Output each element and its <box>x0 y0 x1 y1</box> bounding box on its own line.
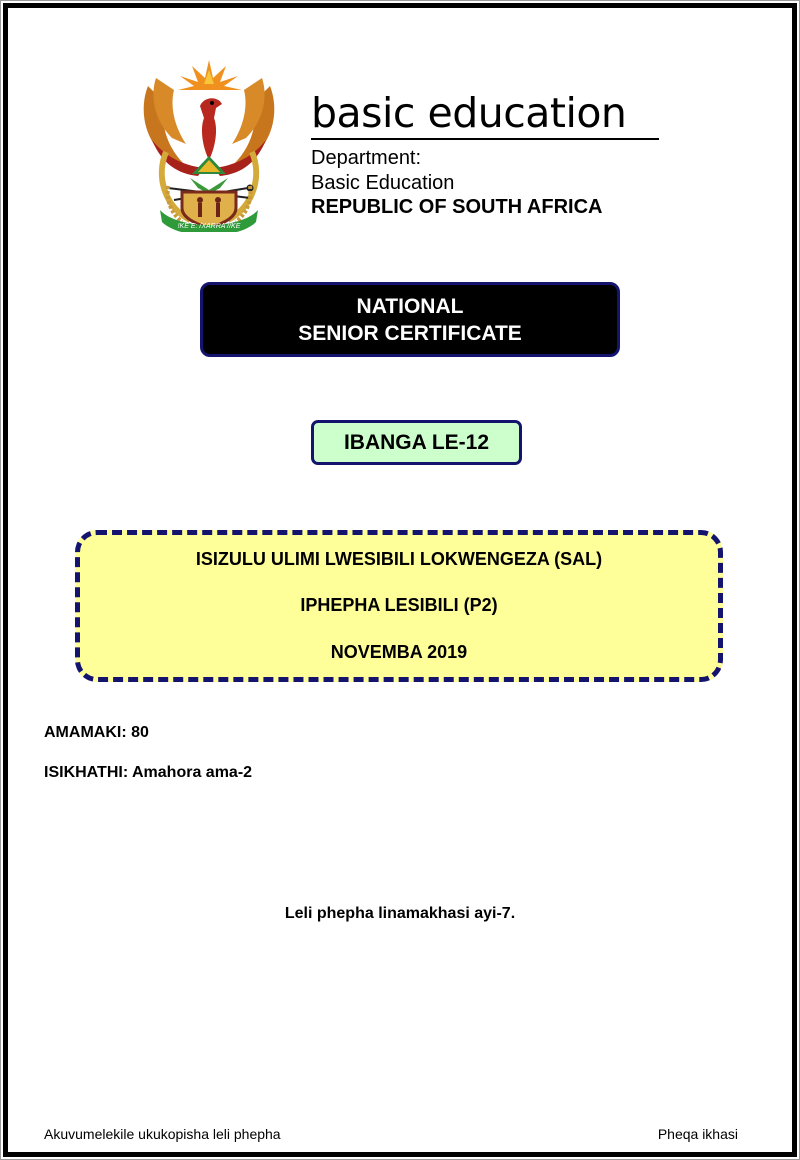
page-count-note: Leli phepha linamakhasi ayi-7. <box>284 905 516 922</box>
turn-page-note: Pheqa ikhasi <box>657 1126 738 1142</box>
coat-of-arms-logo <box>138 56 280 232</box>
exam-session: NOVEMBA 2019 <box>330 642 468 662</box>
subject-panel <box>75 530 723 682</box>
time-label: ISIKHATHI: Amahora ama-2 <box>44 764 253 781</box>
department-label: Department: <box>311 147 422 169</box>
sun-icon <box>178 60 242 90</box>
brand-divider <box>311 138 659 140</box>
brand-title: basic education <box>311 89 627 137</box>
subject-title: ISIZULU ULIMI LWESIBILI LOKWENGEZA (SAL) <box>195 549 603 569</box>
svg-text:!KE E: /XARRA //KE: !KE E: /XARRA //KE <box>177 223 241 230</box>
certificate-line-1: NATIONAL <box>356 294 464 318</box>
country-name: REPUBLIC OF SOUTH AFRICA <box>311 196 603 218</box>
department-name: Basic Education <box>311 172 455 194</box>
grade-badge: IBANGA LE-12 <box>311 420 522 465</box>
certificate-banner <box>200 282 620 357</box>
copyright-notice: Akuvumelekile ukukopisha leli phepha <box>44 1126 281 1142</box>
marks-label: AMAMAKI: 80 <box>44 724 149 741</box>
paper-label: IPHEPHA LESIBILI (P2) <box>300 595 498 615</box>
certificate-line-2: SENIOR CERTIFICATE <box>298 321 522 345</box>
